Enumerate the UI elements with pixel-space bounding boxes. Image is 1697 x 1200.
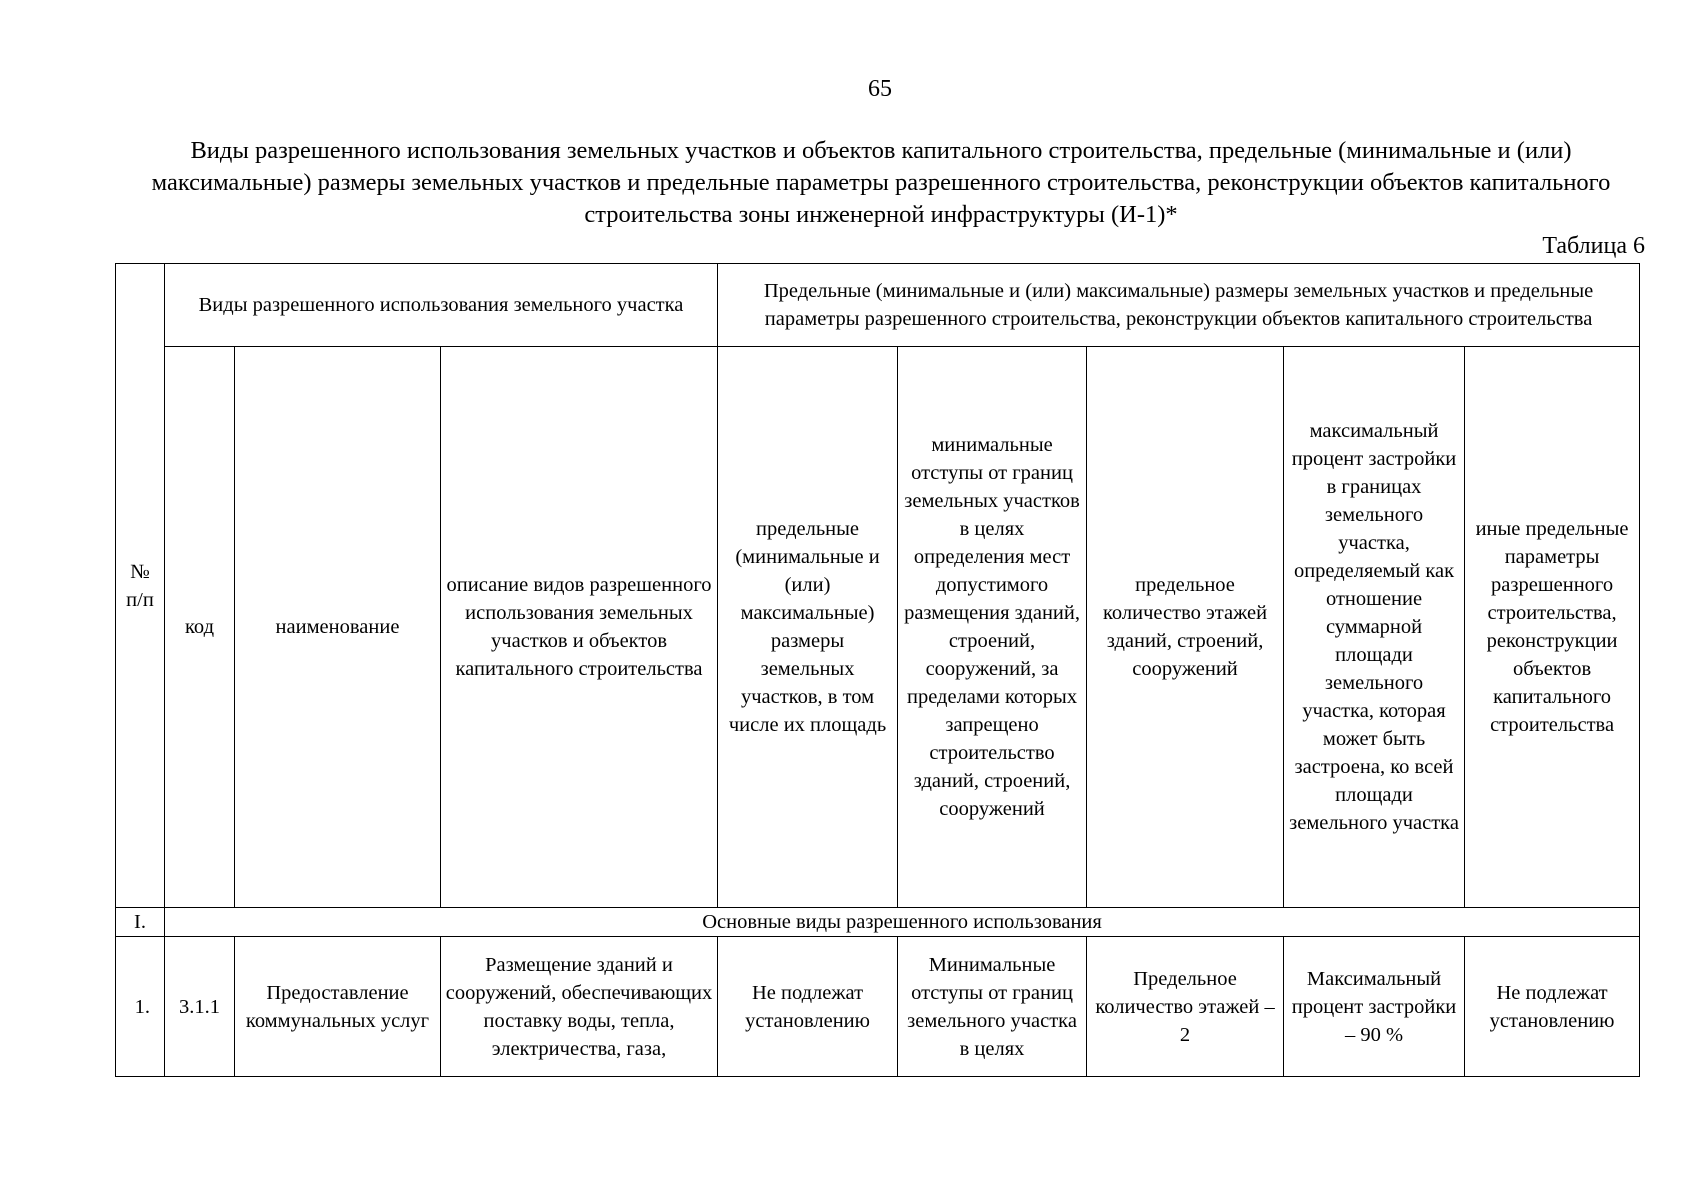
row-size: Не подлежат установлению (718, 937, 898, 1077)
row-floors: Предельное количество этажей – 2 (1087, 937, 1284, 1077)
header-group-params: Предельные (минимальные и (или) максимальные) размеры земельных участков и предельные параметры разрешенного строительства, реконструкции объектов капитального строительства (718, 264, 1640, 347)
header-name: наименование (235, 347, 441, 908)
row-coverage: Максимальный процент застройки – 90 % (1284, 937, 1465, 1077)
table-label: Таблица 6 (1542, 233, 1645, 259)
row-number: 1. (116, 937, 165, 1077)
header-number: № п/п (116, 264, 165, 908)
page-number: 65 (868, 76, 892, 102)
header-coverage: максимальный процент застройки в границах земельного участка, определяемый как отношение суммарной площади земельного участка, которая может быть застроена, ко всей площади земельного участка (1284, 347, 1465, 908)
zoning-table (115, 263, 1640, 1077)
header-size: предельные (минимальные и (или) максимальные) размеры земельных участков, в том числе их площадь (718, 347, 898, 908)
section-row (116, 908, 1640, 937)
document-title: Виды разрешенного использования земельных участков и объектов капитального строительства, предельные (минимальные и (или) максимальные) размеры земельных участков и предельные параметры разрешенного строительства, реконструкции объектов капитального строительства зоны инженерной инфраструктуры (И-1)* (151, 137, 1611, 228)
header-code: код (165, 347, 235, 908)
header-floors: предельное количество этажей зданий, строений, сооружений (1087, 347, 1284, 908)
header-setback: минимальные отступы от границ земельных участков в целях определения мест допустимого размещения зданий, строений, сооружений, за пределами которых запрещено строительство зданий, строений, сооружений (898, 347, 1087, 908)
section-number: I. (116, 908, 165, 937)
row-name: Предоставление коммунальных услуг (235, 937, 441, 1077)
header-group-usage: Виды разрешенного использования земельного участка (165, 264, 718, 347)
row-description: Размещение зданий и сооружений, обеспечивающих поставку воды, тепла, электричества, газа, (441, 937, 718, 1077)
section-title: Основные виды разрешенного использования (165, 908, 1640, 937)
row-code: 3.1.1 (165, 937, 235, 1077)
row-other: Не подлежат установлению (1465, 937, 1640, 1077)
header-other: иные предельные параметры разрешенного строительства, реконструкции объектов капитального строительства (1465, 347, 1640, 908)
header-description: описание видов разрешенного использования земельных участков и объектов капитального строительства (441, 347, 718, 908)
table-row (116, 937, 1640, 1077)
row-setback: Минимальные отступы от границ земельного участка в целях (898, 937, 1087, 1077)
